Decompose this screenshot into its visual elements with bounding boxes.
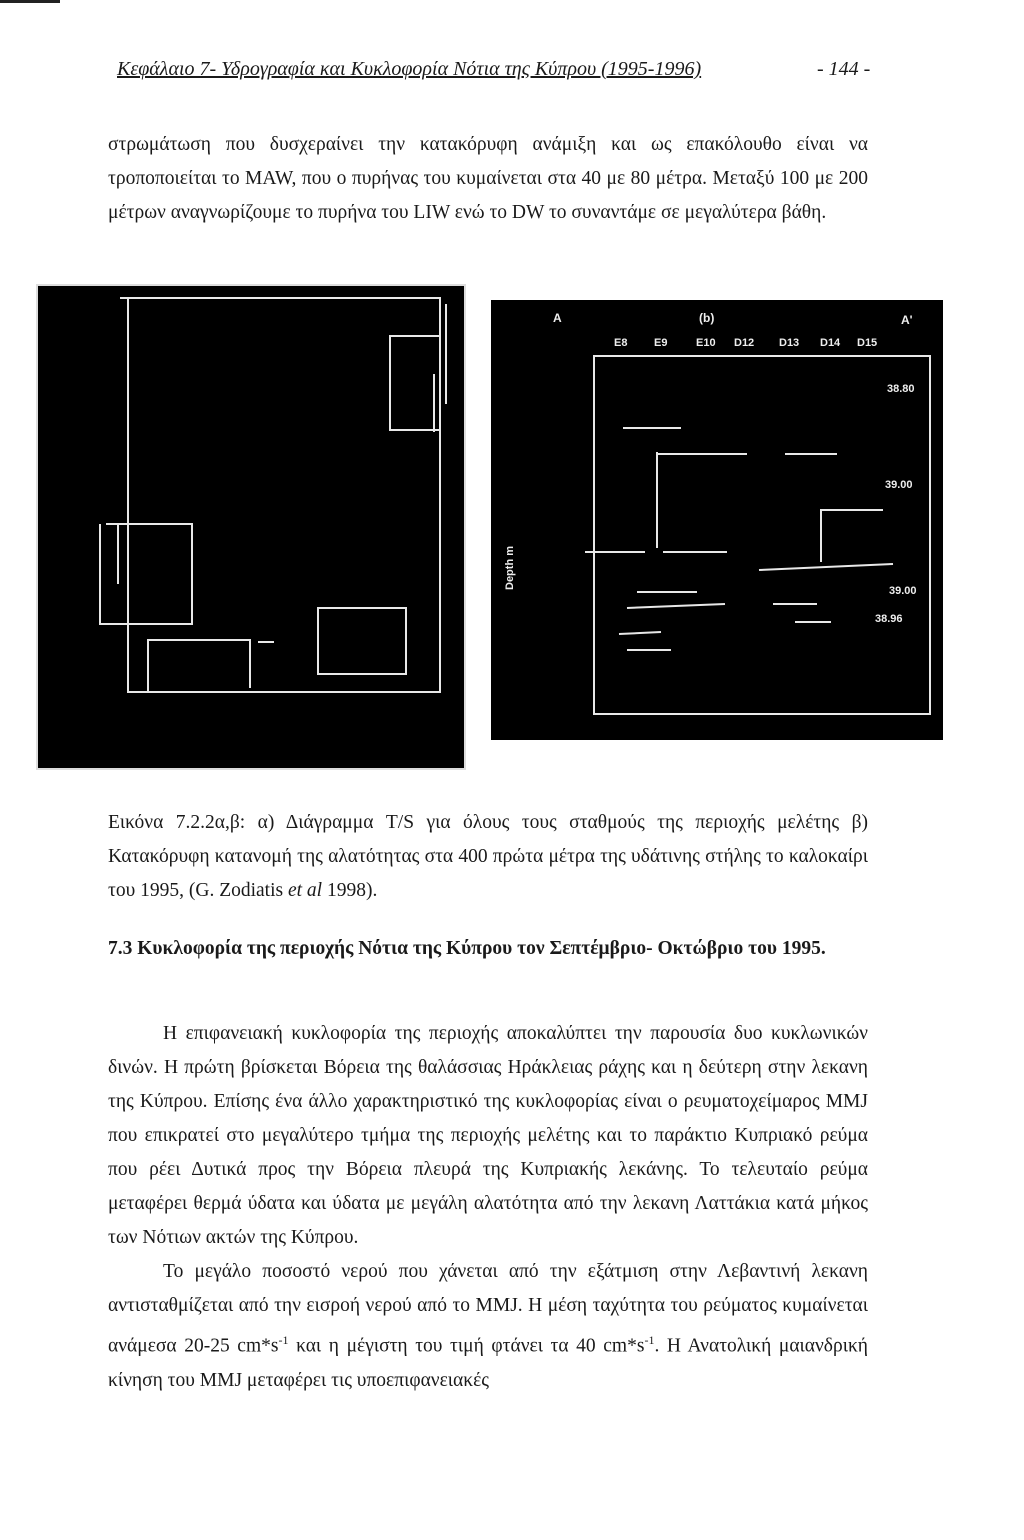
intro-paragraph (108, 128, 868, 230)
caption-et-al: et al (287, 880, 323, 901)
chapter-title: Κεφάλαιο 7- Υδρογραφία και Κυκλοφορία Νότια της Κύπρου (1995-1996) (117, 58, 702, 80)
station-label: D12 (734, 337, 755, 349)
station-label: E8 (614, 337, 628, 349)
station-label: D14 (820, 337, 841, 349)
intro-text: στρωμάτωση που δυσχεραίνει την κατακόρυφη ανάμιξη και ως επακόλουθο είναι να τροποποιείται το MAW, που ο πυρήνας του κυμαίνεται στα 40 με 80 μέτρα. Μεταξύ 100 με 200 μέτρων αναγνωρίζουμε το πυρήνα του LIW ενώ το DW το συναντάμε σε μεγαλύτερα βάθη. (108, 134, 868, 223)
superscript: -1 (278, 1333, 289, 1347)
salinity-section-graphic (491, 300, 943, 740)
ts-diagram-graphic (36, 284, 466, 770)
label-a-prime: A' (901, 313, 913, 327)
contour-label: 38.96 (875, 613, 903, 625)
figure-caption (108, 806, 868, 908)
contour-label: 39.00 (885, 479, 913, 491)
label-a: A (553, 311, 562, 325)
body-text-b: και η μέγιστη του τιμή φτάνει τα 40 cm*s (288, 1335, 645, 1357)
station-label: E9 (654, 337, 668, 349)
section-body (108, 1017, 868, 1398)
station-label: D15 (857, 337, 878, 349)
body-text-a: Το μεγάλο ποσοστό νερού που χάνεται από την εξάτμιση στην Λεβαντινή λεκανη αντισταθμίζεται από την εισροή νερού από το MMJ. Η μέση ταχύτητα του ρεύματος κυμαίνεται ανάμεσα 20-25 cm*s (108, 1261, 868, 1357)
figure-ts-diagram (36, 284, 466, 770)
page-number: - 144 - (817, 58, 871, 80)
body-paragraph-2 (108, 1255, 868, 1398)
section-heading: 7.3 Κυκλοφορία της περιοχής Νότια της Κύπρου τον Σεπτέμβριο- Οκτώβριο του 1995. (108, 938, 826, 959)
figure-salinity-section (491, 300, 943, 740)
page-header (117, 58, 877, 81)
top-edge-mark (0, 0, 60, 3)
caption-end: 1998). (322, 880, 378, 901)
superscript: -1 (644, 1333, 655, 1347)
body-paragraph-1: Η επιφανειακή κυκλοφορία της περιοχής αποκαλύπτει την παρουσία δυο κυκλωνικών δινών. Η πρώτη βρίσκεται Βόρεια της θαλάσσιας Ηράκλειας ράχης και η δεύτερη στην λεκανη της Κύπρου. Επίσης ένα άλλο χαρακτηριστικό της κυκλοφορίας είναι ο ρευματοχείμαρος MMJ που επικρατεί στο μεγαλύτερο τμήμα της περιοχής μελέτης και το παράκτιο Κυπριακό ρεύμα που ρέει Δυτικά προς την Βόρεια πλευρά της Κυπριακής λεκάνης. Το τελευταίο ρεύμα μεταφέρει θερμά ύδατα και ύδατα με μεγάλη αλατότητα από την λεκανη Λαττάκια κατά μήκος των Νότιων ακτών της Κύπρου. (108, 1023, 868, 1248)
station-label: E10 (696, 337, 716, 349)
panel-label: (b) (699, 311, 715, 325)
body-text-c: . Η Ανατολική μαιανδρική κίνηση του MMJ μεταφέρει τις υποεπιφανειακές (108, 1335, 869, 1391)
depth-axis-label: Depth m (504, 546, 516, 590)
contour-label: 39.00 (889, 585, 917, 597)
contour-label: 38.80 (887, 383, 915, 395)
caption-text: Εικόνα 7.2.2α,β: α) Διάγραμμα T/S για όλους τους σταθμούς της περιοχής μελέτης β) Κατακόρυφη κατανομή της αλατότητας στα 400 πρώτα μέτρα της υδάτινης στήλης το καλοκαίρι του 1995, (G. Zodiatis (108, 812, 868, 901)
station-label: D13 (779, 337, 800, 349)
